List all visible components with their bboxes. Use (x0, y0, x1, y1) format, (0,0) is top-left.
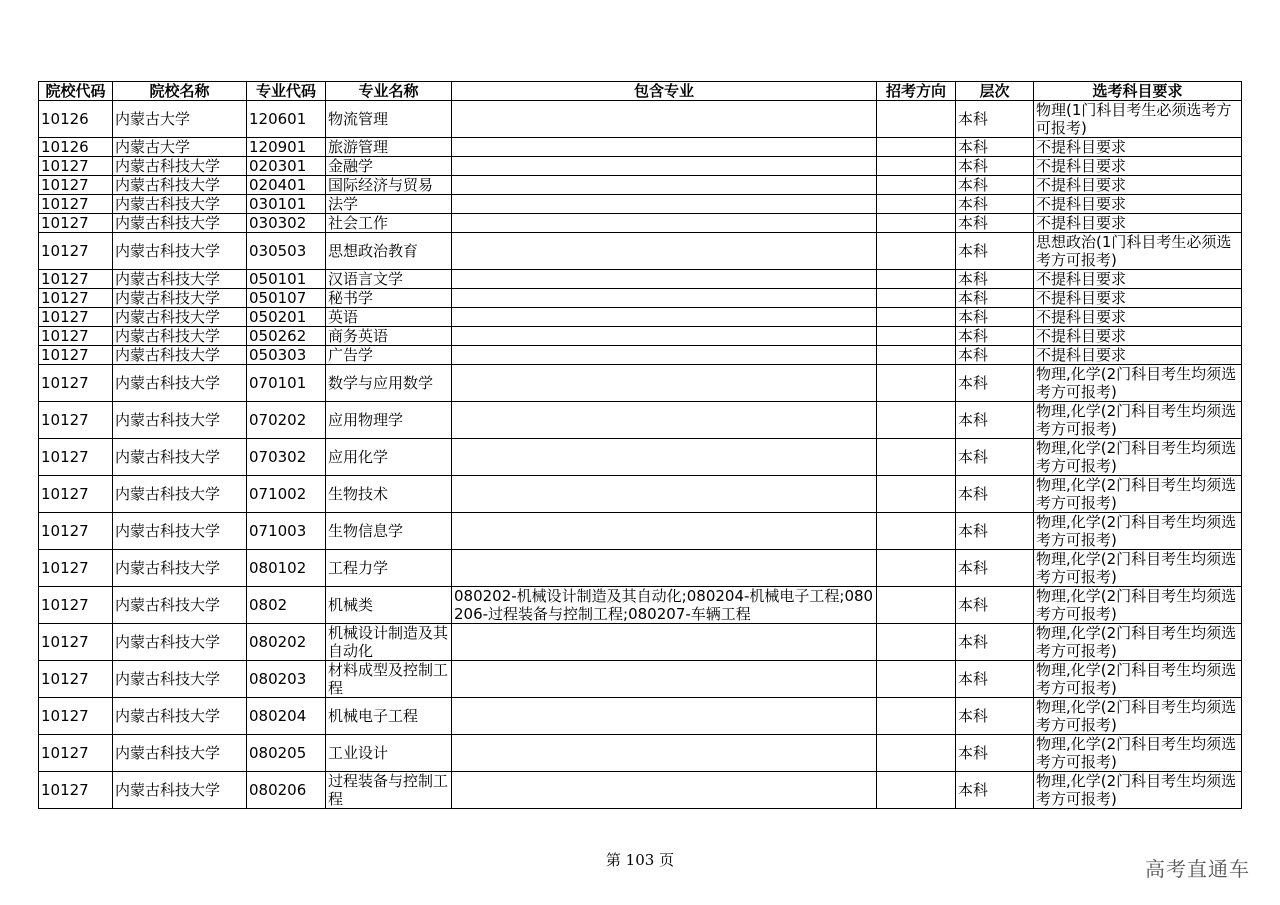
cell-major-name: 思想政治教育 (326, 233, 452, 270)
header-included-majors: 包含专业 (452, 82, 877, 101)
header-major-name: 专业名称 (326, 82, 452, 101)
cell-included-majors (452, 157, 877, 176)
cell-level: 本科 (956, 214, 1034, 233)
cell-major-name: 工业设计 (326, 735, 452, 772)
cell-major-code: 120901 (247, 138, 326, 157)
cell-major-name: 英语 (326, 308, 452, 327)
cell-direction (877, 476, 956, 513)
cell-subject-requirement: 物理(1门科目考生必须选考方可报考) (1034, 101, 1242, 138)
cell-direction (877, 346, 956, 365)
cell-subject-requirement: 物理,化学(2门科目考生均须选考方可报考) (1034, 661, 1242, 698)
cell-school-name: 内蒙古科技大学 (113, 698, 247, 735)
cell-school-code: 10127 (39, 270, 113, 289)
cell-direction (877, 735, 956, 772)
header-direction: 招考方向 (877, 82, 956, 101)
cell-direction (877, 624, 956, 661)
table-row (39, 624, 1242, 661)
cell-subject-requirement: 不提科目要求 (1034, 138, 1242, 157)
cell-school-name: 内蒙古科技大学 (113, 270, 247, 289)
cell-level: 本科 (956, 661, 1034, 698)
table-row (39, 513, 1242, 550)
cell-school-code: 10127 (39, 624, 113, 661)
cell-level: 本科 (956, 138, 1034, 157)
cell-major-code: 030101 (247, 195, 326, 214)
cell-major-name: 社会工作 (326, 214, 452, 233)
cell-direction (877, 365, 956, 402)
cell-included-majors (452, 138, 877, 157)
cell-direction (877, 402, 956, 439)
cell-level: 本科 (956, 772, 1034, 809)
table-row (39, 327, 1242, 346)
cell-major-name: 机械类 (326, 587, 452, 624)
cell-included-majors (452, 270, 877, 289)
cell-major-name: 机械设计制造及其自动化 (326, 624, 452, 661)
cell-major-code: 050201 (247, 308, 326, 327)
cell-included-majors: 080202-机械设计制造及其自动化;080204-机械电子工程;080206-过程装备与控制工程;080207-车辆工程 (452, 587, 877, 624)
cell-direction (877, 772, 956, 809)
cell-major-code: 050101 (247, 270, 326, 289)
table-row (39, 233, 1242, 270)
cell-school-code: 10127 (39, 233, 113, 270)
cell-level: 本科 (956, 157, 1034, 176)
cell-direction (877, 439, 956, 476)
cell-major-code: 0802 (247, 587, 326, 624)
cell-school-name: 内蒙古科技大学 (113, 346, 247, 365)
cell-level: 本科 (956, 624, 1034, 661)
page-number: 第 103 页 (605, 851, 675, 869)
table-row (39, 661, 1242, 698)
table-row (39, 308, 1242, 327)
cell-direction (877, 138, 956, 157)
cell-major-name: 旅游管理 (326, 138, 452, 157)
cell-direction (877, 157, 956, 176)
cell-school-name: 内蒙古科技大学 (113, 214, 247, 233)
cell-school-code: 10127 (39, 365, 113, 402)
cell-major-code: 050303 (247, 346, 326, 365)
cell-major-name: 金融学 (326, 157, 452, 176)
cell-major-code: 020401 (247, 176, 326, 195)
cell-subject-requirement: 不提科目要求 (1034, 308, 1242, 327)
cell-level: 本科 (956, 402, 1034, 439)
cell-school-code: 10127 (39, 157, 113, 176)
cell-level: 本科 (956, 308, 1034, 327)
cell-level: 本科 (956, 550, 1034, 587)
cell-subject-requirement: 物理,化学(2门科目考生均须选考方可报考) (1034, 439, 1242, 476)
header-major-code: 专业代码 (247, 82, 326, 101)
table-row (39, 157, 1242, 176)
cell-direction (877, 176, 956, 195)
table-row (39, 289, 1242, 308)
cell-school-code: 10126 (39, 101, 113, 138)
cell-level: 本科 (956, 195, 1034, 214)
cell-school-code: 10127 (39, 513, 113, 550)
cell-direction (877, 327, 956, 346)
cell-major-name: 国际经济与贸易 (326, 176, 452, 195)
header-school-code: 院校代码 (39, 82, 113, 101)
table-row (39, 402, 1242, 439)
cell-major-code: 030503 (247, 233, 326, 270)
cell-direction (877, 587, 956, 624)
cell-subject-requirement: 物理,化学(2门科目考生均须选考方可报考) (1034, 772, 1242, 809)
cell-direction (877, 550, 956, 587)
header-level: 层次 (956, 82, 1034, 101)
cell-school-code: 10127 (39, 661, 113, 698)
table-row (39, 270, 1242, 289)
cell-school-code: 10127 (39, 698, 113, 735)
cell-school-name: 内蒙古科技大学 (113, 587, 247, 624)
cell-included-majors (452, 176, 877, 195)
cell-school-name: 内蒙古科技大学 (113, 513, 247, 550)
cell-level: 本科 (956, 513, 1034, 550)
cell-major-name: 工程力学 (326, 550, 452, 587)
cell-major-code: 050107 (247, 289, 326, 308)
header-school-name: 院校名称 (113, 82, 247, 101)
cell-major-code: 070101 (247, 365, 326, 402)
cell-level: 本科 (956, 289, 1034, 308)
cell-major-name: 应用物理学 (326, 402, 452, 439)
cell-major-name: 商务英语 (326, 327, 452, 346)
table-row (39, 476, 1242, 513)
cell-level: 本科 (956, 270, 1034, 289)
cell-major-name: 过程装备与控制工程 (326, 772, 452, 809)
cell-level: 本科 (956, 735, 1034, 772)
cell-major-code: 080203 (247, 661, 326, 698)
cell-major-name: 汉语言文学 (326, 270, 452, 289)
cell-included-majors (452, 195, 877, 214)
cell-school-name: 内蒙古科技大学 (113, 772, 247, 809)
cell-included-majors (452, 402, 877, 439)
cell-school-name: 内蒙古科技大学 (113, 365, 247, 402)
cell-school-name: 内蒙古科技大学 (113, 624, 247, 661)
cell-included-majors (452, 661, 877, 698)
cell-major-name: 数学与应用数学 (326, 365, 452, 402)
cell-subject-requirement: 不提科目要求 (1034, 214, 1242, 233)
cell-school-code: 10127 (39, 289, 113, 308)
table-row (39, 439, 1242, 476)
cell-included-majors (452, 346, 877, 365)
cell-direction (877, 233, 956, 270)
cell-major-name: 材料成型及控制工程 (326, 661, 452, 698)
cell-major-name: 秘书学 (326, 289, 452, 308)
cell-included-majors (452, 327, 877, 346)
table-row (39, 101, 1242, 138)
cell-school-name: 内蒙古科技大学 (113, 176, 247, 195)
cell-school-code: 10127 (39, 476, 113, 513)
cell-subject-requirement: 物理,化学(2门科目考生均须选考方可报考) (1034, 476, 1242, 513)
cell-level: 本科 (956, 698, 1034, 735)
cell-school-name: 内蒙古科技大学 (113, 550, 247, 587)
table-row (39, 365, 1242, 402)
cell-included-majors (452, 308, 877, 327)
cell-school-code: 10127 (39, 308, 113, 327)
cell-direction (877, 698, 956, 735)
cell-included-majors (452, 698, 877, 735)
cell-school-name: 内蒙古科技大学 (113, 289, 247, 308)
admission-table (38, 81, 1242, 809)
cell-subject-requirement: 物理,化学(2门科目考生均须选考方可报考) (1034, 624, 1242, 661)
cell-school-name: 内蒙古科技大学 (113, 661, 247, 698)
cell-level: 本科 (956, 346, 1034, 365)
table-row (39, 138, 1242, 157)
cell-subject-requirement: 不提科目要求 (1034, 327, 1242, 346)
cell-subject-requirement: 物理,化学(2门科目考生均须选考方可报考) (1034, 365, 1242, 402)
cell-school-name: 内蒙古科技大学 (113, 308, 247, 327)
cell-major-code: 080202 (247, 624, 326, 661)
cell-school-code: 10127 (39, 176, 113, 195)
cell-major-name: 法学 (326, 195, 452, 214)
cell-major-name: 广告学 (326, 346, 452, 365)
cell-included-majors (452, 233, 877, 270)
cell-included-majors (452, 624, 877, 661)
cell-subject-requirement: 物理,化学(2门科目考生均须选考方可报考) (1034, 587, 1242, 624)
cell-direction (877, 101, 956, 138)
cell-included-majors (452, 550, 877, 587)
cell-level: 本科 (956, 587, 1034, 624)
cell-major-code: 070202 (247, 402, 326, 439)
cell-direction (877, 661, 956, 698)
cell-school-name: 内蒙古科技大学 (113, 476, 247, 513)
cell-major-name: 机械电子工程 (326, 698, 452, 735)
cell-level: 本科 (956, 101, 1034, 138)
cell-included-majors (452, 772, 877, 809)
cell-level: 本科 (956, 233, 1034, 270)
cell-subject-requirement: 不提科目要求 (1034, 289, 1242, 308)
cell-included-majors (452, 476, 877, 513)
cell-major-name: 生物信息学 (326, 513, 452, 550)
cell-school-name: 内蒙古科技大学 (113, 439, 247, 476)
cell-direction (877, 195, 956, 214)
cell-direction (877, 289, 956, 308)
cell-direction (877, 270, 956, 289)
table-row (39, 346, 1242, 365)
cell-school-code: 10127 (39, 402, 113, 439)
watermark: 高考直通车 (1145, 857, 1250, 881)
cell-school-code: 10127 (39, 772, 113, 809)
cell-major-code: 071003 (247, 513, 326, 550)
table-row (39, 195, 1242, 214)
cell-direction (877, 513, 956, 550)
cell-major-name: 物流管理 (326, 101, 452, 138)
cell-subject-requirement: 思想政治(1门科目考生必须选考方可报考) (1034, 233, 1242, 270)
cell-level: 本科 (956, 327, 1034, 346)
cell-direction (877, 214, 956, 233)
header-row (39, 82, 1242, 101)
cell-subject-requirement: 不提科目要求 (1034, 176, 1242, 195)
cell-school-name: 内蒙古科技大学 (113, 195, 247, 214)
cell-included-majors (452, 439, 877, 476)
cell-major-code: 080205 (247, 735, 326, 772)
cell-major-code: 080206 (247, 772, 326, 809)
cell-major-name: 生物技术 (326, 476, 452, 513)
cell-subject-requirement: 不提科目要求 (1034, 195, 1242, 214)
cell-included-majors (452, 365, 877, 402)
cell-school-code: 10127 (39, 587, 113, 624)
cell-school-code: 10127 (39, 550, 113, 587)
cell-school-name: 内蒙古科技大学 (113, 402, 247, 439)
cell-level: 本科 (956, 476, 1034, 513)
cell-school-name: 内蒙古大学 (113, 101, 247, 138)
cell-subject-requirement: 不提科目要求 (1034, 270, 1242, 289)
cell-major-code: 050262 (247, 327, 326, 346)
cell-major-code: 030302 (247, 214, 326, 233)
cell-level: 本科 (956, 365, 1034, 402)
cell-major-code: 120601 (247, 101, 326, 138)
cell-subject-requirement: 物理,化学(2门科目考生均须选考方可报考) (1034, 735, 1242, 772)
cell-school-code: 10127 (39, 214, 113, 233)
cell-included-majors (452, 214, 877, 233)
cell-major-code: 020301 (247, 157, 326, 176)
cell-subject-requirement: 物理,化学(2门科目考生均须选考方可报考) (1034, 550, 1242, 587)
cell-major-name: 应用化学 (326, 439, 452, 476)
cell-major-code: 070302 (247, 439, 326, 476)
cell-school-code: 10127 (39, 195, 113, 214)
cell-major-code: 080102 (247, 550, 326, 587)
cell-school-code: 10127 (39, 346, 113, 365)
cell-school-name: 内蒙古科技大学 (113, 157, 247, 176)
cell-included-majors (452, 513, 877, 550)
cell-school-name: 内蒙古科技大学 (113, 327, 247, 346)
cell-subject-requirement: 物理,化学(2门科目考生均须选考方可报考) (1034, 698, 1242, 735)
cell-major-code: 080204 (247, 698, 326, 735)
cell-direction (877, 308, 956, 327)
cell-subject-requirement: 物理,化学(2门科目考生均须选考方可报考) (1034, 402, 1242, 439)
cell-major-code: 071002 (247, 476, 326, 513)
cell-subject-requirement: 物理,化学(2门科目考生均须选考方可报考) (1034, 513, 1242, 550)
cell-included-majors (452, 289, 877, 308)
cell-included-majors (452, 735, 877, 772)
table-row (39, 176, 1242, 195)
cell-school-code: 10127 (39, 327, 113, 346)
header-subject-requirement: 选考科目要求 (1034, 82, 1242, 101)
cell-school-name: 内蒙古大学 (113, 138, 247, 157)
cell-school-code: 10127 (39, 439, 113, 476)
cell-school-code: 10126 (39, 138, 113, 157)
cell-school-name: 内蒙古科技大学 (113, 735, 247, 772)
table-row (39, 772, 1242, 809)
cell-school-name: 内蒙古科技大学 (113, 233, 247, 270)
cell-included-majors (452, 101, 877, 138)
table-row (39, 587, 1242, 624)
cell-level: 本科 (956, 176, 1034, 195)
table-row (39, 550, 1242, 587)
table-row (39, 735, 1242, 772)
cell-subject-requirement: 不提科目要求 (1034, 346, 1242, 365)
table-row (39, 698, 1242, 735)
cell-subject-requirement: 不提科目要求 (1034, 157, 1242, 176)
cell-school-code: 10127 (39, 735, 113, 772)
table-row (39, 214, 1242, 233)
cell-level: 本科 (956, 439, 1034, 476)
